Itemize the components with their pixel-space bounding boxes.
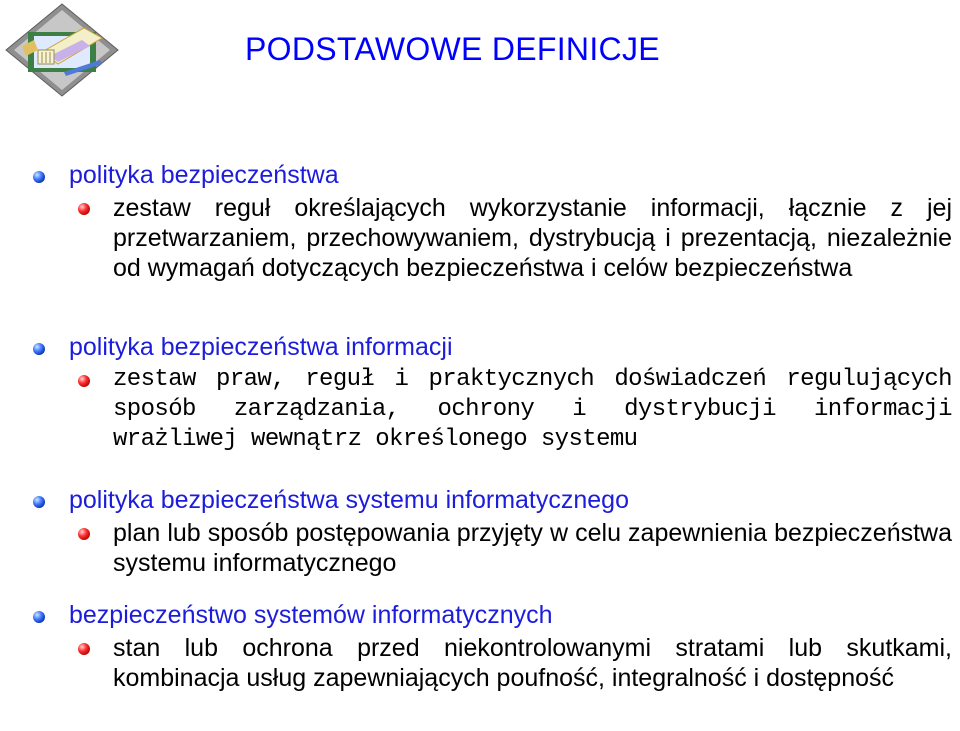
definition-body-text: zestaw praw, reguł i praktycznych doświadczeń regulujących sposób zarządzania, ochrony i dystrybucji informacji wrażliwej wewnątrz określonego systemu bbox=[113, 366, 952, 453]
definition-heading-text: polityka bezpieczeństwa informacji bbox=[69, 333, 453, 361]
definition-section-it-system-security-policy bbox=[0, 485, 960, 578]
definition-text bbox=[0, 365, 960, 455]
definition-body-text: stan lub ochrona przed niekontrolowanymi stratami lub skutkami, kombinacja usług zapewniających poufność, integralność i dostępność bbox=[113, 634, 952, 692]
red-bullet-icon bbox=[78, 375, 90, 387]
definition-section-security-policy bbox=[0, 160, 960, 283]
definition-heading bbox=[0, 332, 960, 362]
blue-bullet-icon bbox=[33, 496, 45, 508]
blue-bullet-icon bbox=[33, 611, 45, 623]
definition-body-text: plan lub sposób postępowania przyjęty w celu zapewnienia bezpieczeństwa systemu informatycznego bbox=[113, 519, 952, 577]
building-logo-icon bbox=[2, 2, 120, 98]
definition-text bbox=[0, 633, 960, 693]
definition-heading bbox=[0, 160, 960, 190]
slide-title: PODSTAWOWE DEFINICJE bbox=[245, 31, 660, 67]
red-bullet-icon bbox=[78, 528, 90, 540]
definition-text bbox=[0, 518, 960, 578]
definition-body-text: zestaw reguł określających wykorzystanie informacji, łącznie z jej przetwarzaniem, przechowywaniem, dystrybucją i prezentacją, niezależnie od wymagań dotyczących bezpieczeństwa i celów bezpieczeństwa bbox=[113, 194, 952, 282]
definition-section-information-security-policy bbox=[0, 332, 960, 455]
red-bullet-icon bbox=[78, 203, 90, 215]
blue-bullet-icon bbox=[33, 171, 45, 183]
definition-heading-text: polityka bezpieczeństwa systemu informatycznego bbox=[69, 486, 629, 514]
definition-heading bbox=[0, 485, 960, 515]
definition-text bbox=[0, 193, 960, 283]
blue-bullet-icon bbox=[33, 343, 45, 355]
definition-section-it-systems-security bbox=[0, 600, 960, 693]
definition-heading-text: bezpieczeństwo systemów informatycznych bbox=[69, 601, 553, 629]
definition-heading-text: polityka bezpieczeństwa bbox=[69, 161, 339, 189]
red-bullet-icon bbox=[78, 643, 90, 655]
definition-heading bbox=[0, 600, 960, 630]
